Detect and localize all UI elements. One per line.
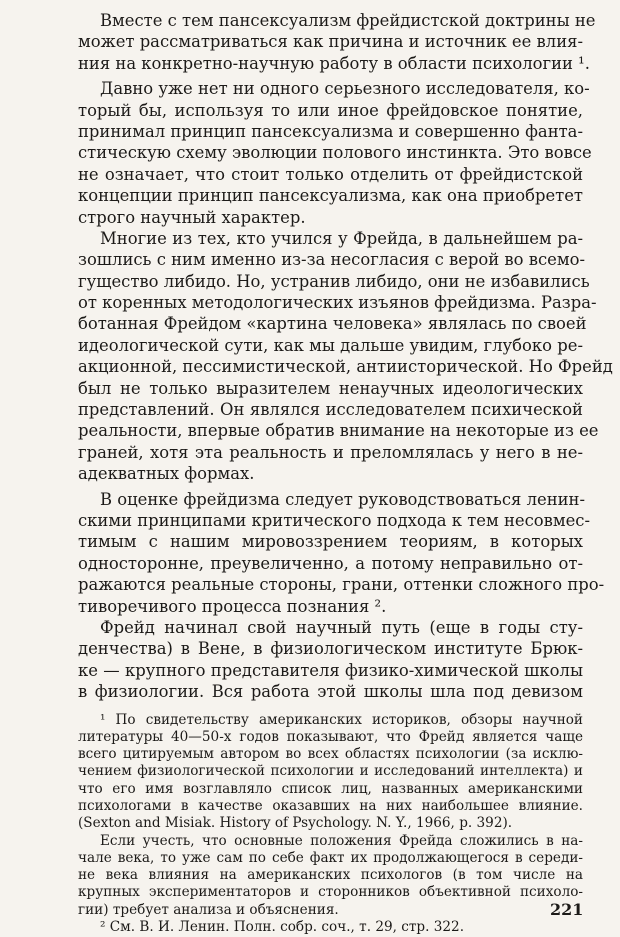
text-line: представлений. Он являлся исследователем психической bbox=[78, 400, 583, 420]
footnote-2 bbox=[78, 919, 583, 936]
text-line: Давно уже нет ни одного серьезного исследователя, ко- bbox=[100, 79, 590, 99]
footnote-line: психологами в качестве оказавших на них наибольшее влияние. bbox=[78, 797, 583, 814]
footnote-line: всего цитируемым автором во всех областях психологии (за исклю- bbox=[78, 746, 583, 763]
text-line: односторонне, преувеличенно, а потому неправильно от- bbox=[78, 553, 583, 573]
text-line: от коренных методологических изъянов фрейдизма. Разра- bbox=[78, 293, 597, 313]
footnote-line: крупных экспериментаторов и сторонников объективной психоло- bbox=[78, 884, 583, 901]
footnote-line: ² См. В. И. Ленин. Полн. собр. соч., т. 29, стр. 322. bbox=[100, 919, 465, 936]
text-line: был не только выразителем ненаучных идеологических bbox=[78, 378, 583, 398]
footnotes bbox=[78, 712, 583, 937]
footnote-line: Если учесть, что основные положения Фрейда сложились в на- bbox=[100, 832, 583, 849]
footnote-line: (Sexton and Misiak. History of Psychology. N. Y., 1966, p. 392). bbox=[78, 815, 513, 832]
footnote-line: ¹ По свидетельству американских историков, обзоры научной bbox=[100, 711, 583, 728]
text-line: В оценке фрейдизма следует руководствоваться ленин- bbox=[100, 489, 586, 509]
footnote-1-continued bbox=[78, 833, 583, 919]
text-line: зошлись с ним именно из-за несогласия с верой во всемо- bbox=[78, 250, 585, 270]
text-line: граней, хотя эта реальность и преломлялась у него в не- bbox=[78, 442, 583, 462]
paragraph-4 bbox=[78, 489, 605, 617]
footnote-line: литературы 40—50-х годов показывают, что Фрейд является чаще bbox=[78, 728, 583, 745]
footnote-line: что его имя возглавляло список лиц, названных американскими bbox=[78, 780, 583, 797]
text-line: денчества) в Вене, в физиологическом институте Брюк- bbox=[78, 639, 583, 659]
paragraph-3 bbox=[78, 228, 613, 485]
text-line: гущество либидо. Но, устранив либидо, они не избавились bbox=[78, 271, 590, 291]
text-line: стическую схему эволюции полового инстинкта. Это вовсе bbox=[78, 143, 592, 163]
book-page bbox=[78, 10, 613, 936]
text-line: ботанная Фрейдом «картина человека» являлась по своей bbox=[78, 314, 587, 334]
text-line: тимым с нашим мировоззрением теориям, в которых bbox=[78, 532, 583, 552]
paragraph-5 bbox=[78, 617, 583, 703]
text-line: скими принципами критического подхода к тем несовмес- bbox=[78, 510, 591, 530]
footnote-line: гии) требует анализа и объяснения. bbox=[78, 901, 339, 918]
footnote-line: чале века, то уже сам по себе факт их продолжающегося в середи- bbox=[78, 849, 583, 866]
text-line: торый бы, используя то или иное фрейдовское понятие, bbox=[78, 100, 583, 120]
text-line: концепции принцип пансексуализма, как она приобретет bbox=[78, 186, 583, 206]
text-line: реальности, впервые обратив внимание на некоторые из ее bbox=[78, 421, 599, 441]
text-line: ке — крупного представителя физико-химической школы bbox=[78, 660, 583, 680]
text-line: ражаются реальные стороны, грани, оттенки сложного про- bbox=[78, 575, 605, 595]
text-line: идеологической сути, как мы дальше увидим, глубоко ре- bbox=[78, 335, 583, 355]
paragraph-1 bbox=[78, 10, 596, 74]
text-line: в физиологии. Вся работа этой школы шла под девизом bbox=[78, 682, 583, 702]
text-line: тиворечивого процесса познания ². bbox=[78, 596, 387, 616]
text-line: акционной, пессимистической, антиисторической. Но Фрейд bbox=[78, 357, 613, 377]
text-line: ния на конкретно-научную работу в области психологии ¹. bbox=[78, 53, 590, 73]
text-line: Фрейд начинал свой научный путь (еще в годы сту- bbox=[100, 617, 583, 637]
text-line: строго научный характер. bbox=[78, 207, 306, 227]
text-line: не означает, что стоит только отделить от фрейдистской bbox=[78, 164, 583, 184]
footnote-line: не века влияния на американских психологов (в том числе на bbox=[78, 867, 583, 884]
text-line: Вместе с тем пансексуализм фрейдистской доктрины не bbox=[100, 11, 596, 30]
text-line: принимал принцип пансексуализма и совершенно фанта- bbox=[78, 121, 583, 141]
text-line: адекватных формах. bbox=[78, 464, 255, 484]
footnote-1 bbox=[78, 712, 583, 833]
text-line: может рассматриваться как причина и источник ее влия- bbox=[78, 32, 583, 52]
text-line: Многие из тех, кто учился у Фрейда, в дальнейшем ра- bbox=[100, 228, 583, 248]
main-text bbox=[78, 10, 613, 703]
footnote-line: чением физиологической психологии и исследований интеллекта) и bbox=[78, 763, 583, 780]
page-number: 221 bbox=[550, 900, 584, 919]
paragraph-2 bbox=[78, 78, 592, 228]
